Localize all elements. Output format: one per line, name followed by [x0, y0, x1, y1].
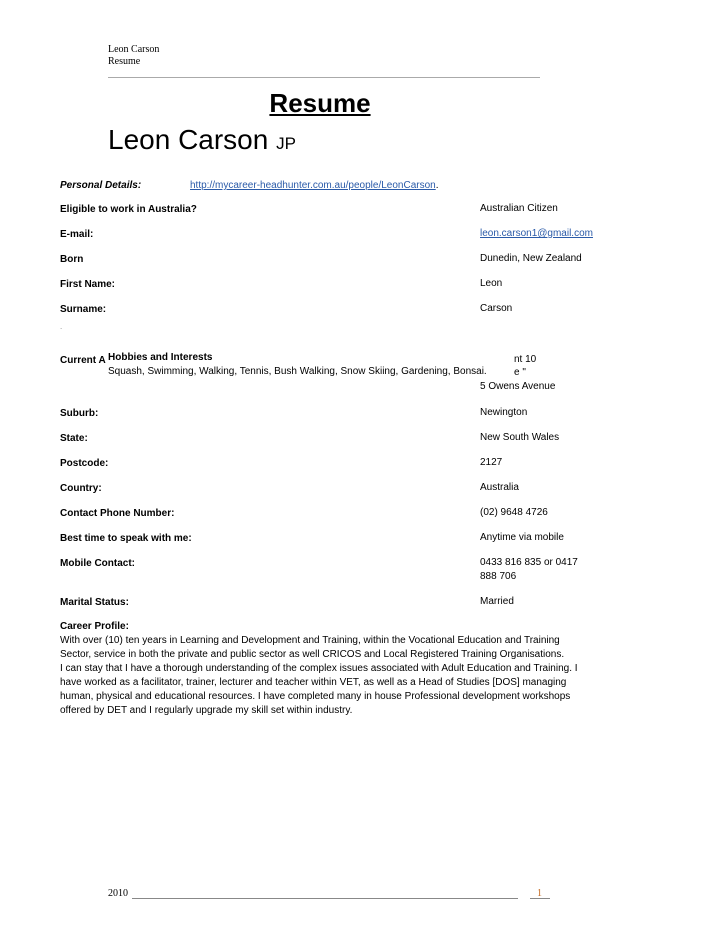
field-value-suburb: Newington [480, 407, 528, 418]
field-value-address-line2: e " [514, 367, 526, 378]
career-profile-p2: I can stay that I have a thorough understanding of the complex issues associated with Adult Education and Training. I have worked as a facilitator, trainer, lecturer and teacher within VET, as well as a Head of Studies [DOS] managing human, physical and educational resources. I have completed many in house Professional development workshops offered by DET and I regularly upgrade my skill set within industry. [60, 663, 578, 716]
field-label-eligible: Eligible to work in Australia? [60, 204, 197, 215]
hobbies-title: Hobbies and Interests [108, 352, 213, 363]
person-name: Leon Carson JP [108, 124, 296, 155]
field-label-born: Born [60, 254, 84, 265]
email-link[interactable]: leon.carson1@gmail.com [480, 228, 593, 239]
field-label-mobile: Mobile Contact: [60, 558, 135, 569]
header-name: Leon Carson [108, 44, 160, 55]
page-number: 1 [537, 888, 542, 899]
footer-rule [132, 898, 518, 899]
personal-details-link-wrap: http://mycareer-headhunter.com.au/people/LeonCarson. [190, 180, 439, 191]
header-doc: Resume [108, 56, 141, 67]
field-value-mobile: 0433 816 835 or 0417 888 706 [480, 557, 578, 582]
field-label-first-name: First Name: [60, 279, 116, 290]
header-rule [108, 77, 540, 78]
field-label-state: State: [60, 433, 88, 444]
field-label-best-time: Best time to speak with me: [60, 533, 192, 544]
field-value-address-line3: 5 Owens Avenue [480, 381, 556, 392]
profile-link[interactable]: http://mycareer-headhunter.com.au/people/LeonCarson [190, 180, 436, 191]
field-value-state: New South Wales [480, 432, 560, 443]
field-label-email: E-mail: [60, 229, 94, 240]
career-profile-title: Career Profile: [60, 621, 129, 632]
field-label-marital: Marital Status: [60, 597, 129, 608]
field-value-postcode: 2127 [480, 457, 503, 468]
career-profile [60, 620, 590, 718]
field-value-phone: (02) 9648 4726 [480, 507, 548, 518]
field-label-surname: Surname: [60, 304, 107, 315]
field-label-postcode: Postcode: [60, 458, 109, 469]
field-value-surname: Carson [480, 303, 513, 314]
career-profile-p1: With over (10) ten years in Learning and Development and Training, within the Vocational Education and Training Sector, service in both the private and public sector as well CRICOS and Local Registered Training Organisations. [60, 635, 565, 660]
footer-year: 2010 [108, 888, 128, 899]
personal-details-label: Personal Details: [60, 180, 142, 191]
field-value-born: Dunedin, New Zealand [480, 253, 582, 264]
page-title: Resume [269, 88, 371, 118]
field-value-eligible: Australian Citizen [480, 203, 558, 214]
field-value-best-time: Anytime via mobile [480, 532, 564, 543]
stray-mark: . [60, 322, 63, 331]
field-value-first-name: Leon [480, 278, 503, 289]
field-value-address-line1: nt 10 [514, 354, 537, 365]
field-label-phone: Contact Phone Number: [60, 508, 175, 519]
field-value-marital: Married [480, 596, 514, 607]
field-label-country: Country: [60, 483, 102, 494]
field-label-current-address: Current A [60, 355, 106, 366]
field-label-suburb: Suburb: [60, 408, 99, 419]
field-value-country: Australia [480, 482, 519, 493]
hobbies-text: Squash, Swimming, Walking, Tennis, Bush Walking, Snow Skiing, Gardening, Bonsai. [108, 366, 491, 377]
